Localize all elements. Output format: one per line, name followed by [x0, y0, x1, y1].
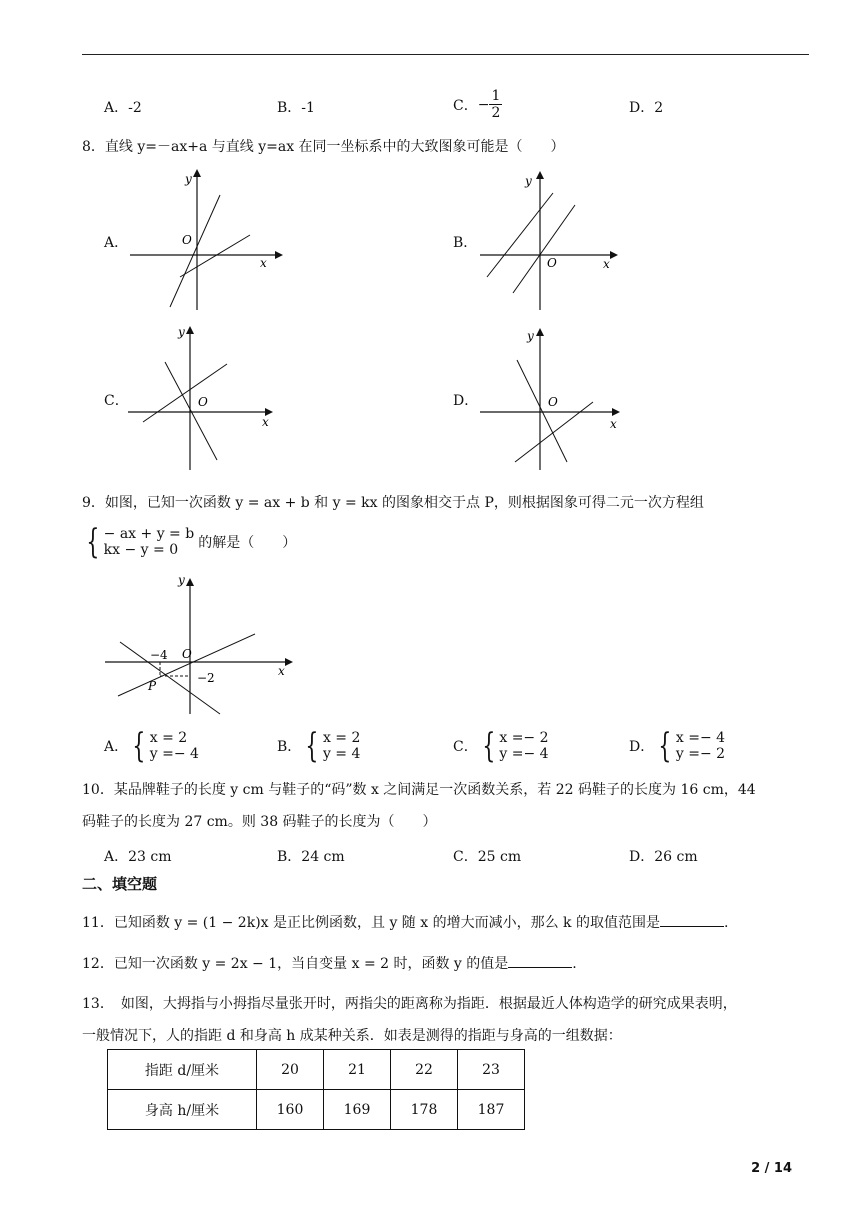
table-cell: 160	[257, 1090, 324, 1130]
q7-option-d[interactable]: D．2	[629, 100, 664, 116]
q7-option-c[interactable]	[453, 88, 502, 121]
line-y-ax-plus-b	[118, 634, 255, 696]
q12-text: 12．已知一次函数 y = 2x − 1，当自变量 x = 2 时，函数 y 的值是	[82, 956, 509, 972]
q11-end: .	[724, 915, 729, 931]
q8-option-d-label[interactable]: D．	[453, 393, 479, 409]
y-axis-label: y	[525, 174, 532, 188]
q13-line1: 13． 如图，大拇指与小拇指尽量张开时，两指尖的距离称为指距．根据最近人体构造学的研究成果表明，	[82, 996, 737, 1012]
q12-answer-blank[interactable]	[508, 955, 572, 968]
table-cell: 169	[324, 1090, 391, 1130]
table-cell: 23	[458, 1050, 525, 1090]
table-row	[108, 1050, 525, 1090]
point-p-label: P	[148, 679, 157, 693]
q10-option-a[interactable]: A．23 cm	[104, 849, 172, 865]
q8-graph-d[interactable]	[475, 322, 635, 472]
brace: {	[482, 726, 496, 766]
q11-text: 11．已知函数 y = (1 − 2k)x 是正比例函数，且 y 随 x 的增大而减小，那么 k 的取值范围是	[82, 915, 660, 931]
q7-option-c-fraction	[489, 88, 502, 121]
q7-option-a[interactable]: A．-2	[104, 100, 142, 116]
q7-option-c-sign: −	[477, 96, 490, 113]
header-rule	[82, 54, 809, 55]
table-cell: 22	[391, 1050, 458, 1090]
q10-option-b[interactable]: B．24 cm	[277, 849, 345, 865]
q11	[82, 912, 728, 932]
table-cell: 187	[458, 1090, 525, 1130]
y-axis-label: y	[185, 172, 192, 186]
origin-label: O	[547, 256, 557, 270]
table-cell: 指距 d/厘米	[108, 1050, 257, 1090]
table-cell: 21	[324, 1050, 391, 1090]
q8-stem: 8．直线 y=－ax+a 与直线 y=ax 在同一坐标系中的大致图象可能是（ ）	[82, 139, 565, 155]
solution-x: x =− 2	[499, 730, 549, 746]
tick-label-minus4: −4	[150, 648, 168, 662]
fraction-denominator: 2	[491, 105, 501, 121]
brace: {	[305, 726, 319, 766]
q8-option-a-label[interactable]: A．	[104, 235, 129, 251]
line-decreasing	[517, 360, 567, 462]
solution-y: y =− 4	[149, 746, 199, 762]
table-row	[108, 1090, 525, 1130]
q12-end: .	[572, 956, 577, 972]
page-number: 2 / 14	[751, 1161, 792, 1176]
x-axis-label: x	[610, 417, 617, 431]
origin-label: O	[198, 395, 208, 409]
table-cell: 身高 h/厘米	[108, 1090, 257, 1130]
origin-label: O	[548, 395, 558, 409]
line-increasing	[143, 364, 227, 422]
x-axis-label: x	[262, 415, 269, 429]
option-label: D．	[629, 739, 655, 755]
finger-span-height-table	[107, 1049, 525, 1130]
brace: {	[658, 726, 672, 766]
q13-line2: 一般情况下，人的指距 d 和身高 h 成某种关系．如表是测得的指距与身高的一组数据：	[82, 1028, 622, 1044]
q7-option-c-label: C．	[453, 97, 478, 114]
q9-graph	[100, 572, 300, 720]
q10-option-d[interactable]: D．26 cm	[629, 849, 698, 865]
q9-equation-system	[82, 522, 297, 562]
solution-y: y =− 2	[675, 746, 726, 762]
table-cell: 20	[257, 1050, 324, 1090]
solution-x: x = 2	[322, 730, 361, 746]
x-axis-label: x	[278, 664, 285, 678]
q8-option-c-label[interactable]: C．	[104, 393, 129, 409]
y-axis-label: y	[527, 329, 534, 343]
solution-x: x = 2	[149, 730, 188, 746]
line-left	[487, 193, 553, 277]
brace: {	[132, 726, 146, 766]
y-axis-label: y	[178, 325, 185, 339]
y-axis-label: y	[178, 573, 185, 587]
option-label: A．	[104, 739, 129, 755]
line-right	[513, 205, 575, 293]
q8-graph-b[interactable]	[475, 165, 635, 315]
q9-option-b[interactable]	[277, 726, 361, 766]
line-increasing	[515, 402, 593, 462]
x-axis-label: x	[260, 256, 267, 270]
option-label: B．	[277, 739, 302, 755]
q12	[82, 953, 577, 973]
line-steep	[170, 195, 220, 307]
table-cell: 178	[391, 1090, 458, 1130]
section-heading: 二、填空题	[82, 875, 158, 893]
q10-stem-line1: 10．某品牌鞋子的长度 y cm 与鞋子的“码”数 x 之间满足一次函数关系，若 22 码鞋子的长度为 16 cm，44	[82, 782, 756, 798]
q8-graph-c[interactable]	[125, 322, 285, 472]
q8-option-b-label[interactable]: B．	[453, 235, 478, 251]
q10-stem-line2: 码鞋子的长度为 27 cm。则 38 码鞋子的长度为（ ）	[82, 814, 437, 830]
solution-x: x =− 4	[675, 730, 726, 746]
q9-stem: 9．如图，已知一次函数 y = ax + b 和 y = kx 的图象相交于点 P，则根据图象可得二元一次方程组	[82, 495, 704, 511]
origin-label: O	[182, 647, 192, 661]
equation-line-2: kx − y = 0	[103, 542, 179, 558]
solution-y: y =− 4	[499, 746, 549, 762]
brace: {	[86, 522, 100, 562]
solution-y: y = 4	[322, 746, 361, 762]
q9-option-a[interactable]	[104, 726, 199, 766]
option-label: C．	[453, 739, 478, 755]
q9-option-d[interactable]	[629, 726, 726, 766]
tick-label-minus2: −2	[197, 671, 215, 685]
q9-option-c[interactable]	[453, 726, 549, 766]
q10-option-c[interactable]: C．25 cm	[453, 849, 522, 865]
q8-graph-a[interactable]	[125, 165, 285, 315]
origin-label: O	[182, 233, 192, 247]
equation-line-1: − ax + y = b	[103, 526, 195, 542]
fraction-numerator: 1	[491, 88, 501, 104]
x-axis-label: x	[603, 257, 610, 271]
q11-answer-blank[interactable]	[660, 914, 724, 927]
q9-suffix: 的解是（ ）	[198, 535, 297, 551]
q7-option-b[interactable]: B．-1	[277, 100, 315, 116]
